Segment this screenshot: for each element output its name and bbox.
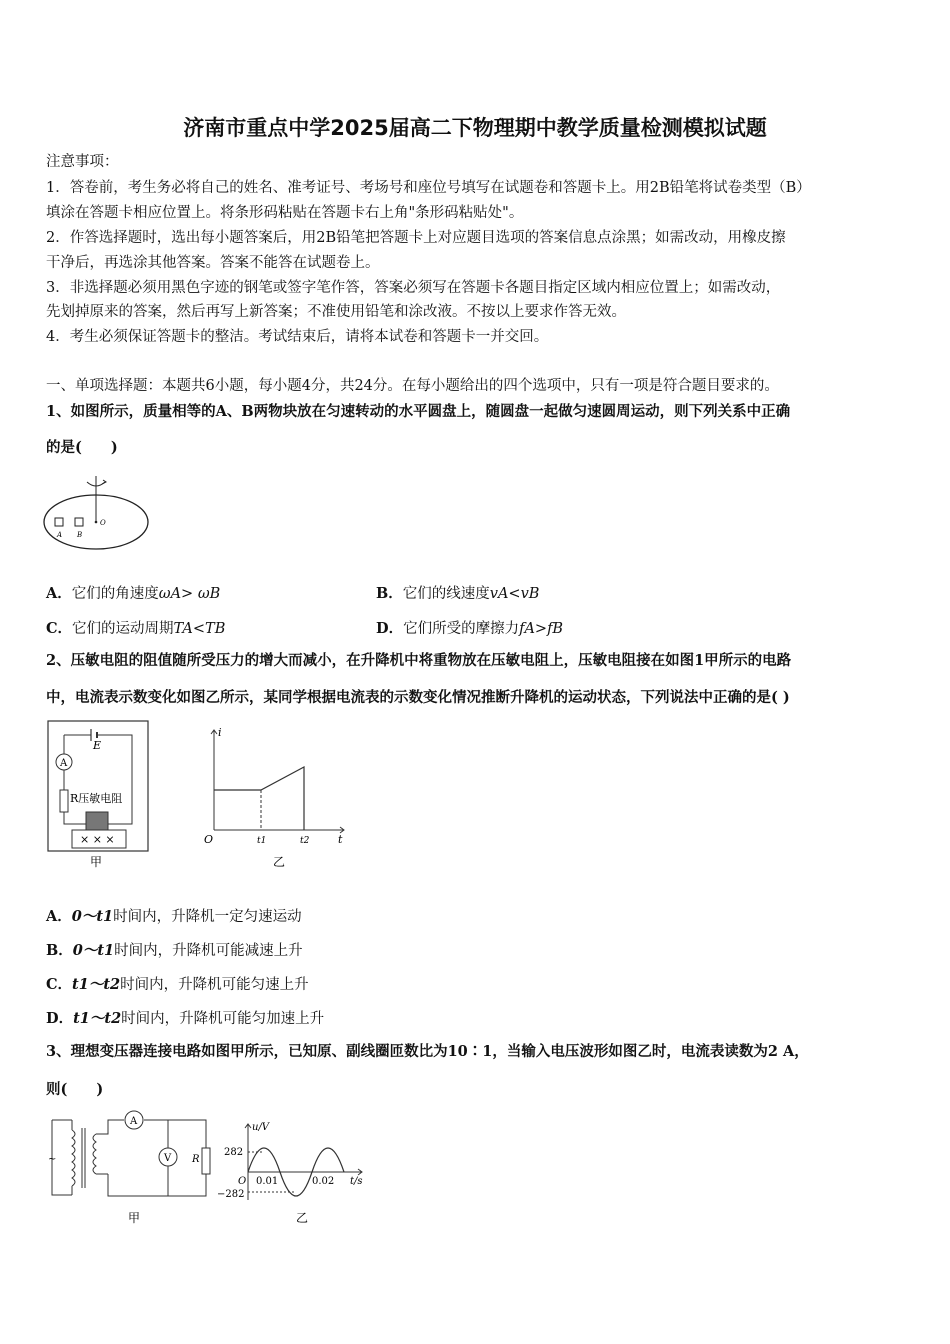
q1-option-a-expr: ωA> ωB (158, 586, 221, 602)
q3-voltmeter-label: V (164, 1153, 172, 1164)
q1-label-o: O (100, 519, 106, 527)
q2-axis-o: O (204, 833, 214, 846)
q1-option-b-expr: vA<vB (489, 586, 540, 602)
q3-axis-ts: t/s (350, 1176, 363, 1187)
notes-line-7: 4．考生必须保证答题卡的整洁。考试结束后，请将本试卷和答题卡一并交回。 (46, 329, 549, 345)
q2-option-a-text: 时间内，升降机一定匀速运动 (113, 909, 302, 925)
q3-axis-t002: 0.02 (312, 1176, 335, 1187)
q1-label-b: B (77, 531, 83, 539)
q1-option-d-text: 它们所受的摩擦力 (403, 621, 520, 637)
q2-current-graph (198, 722, 350, 872)
q2-option-d-range: t1～t2 (73, 1010, 122, 1027)
q2-option-d-text: 时间内，升降机可能匀加速上升 (121, 1011, 325, 1027)
q2-option-c-range: t1～t2 (72, 976, 121, 993)
q1-option-a[interactable] (46, 582, 220, 603)
q1-option-d-expr: fA>fB (519, 621, 564, 637)
q2-option-c-letter: C． (46, 976, 73, 993)
q2-stem-line-1: 2、压敏电阻的阻值随所受压力的增大而减小，在升降机中将重物放在压敏电阻上，压敏电阻接在如图1甲所示的电路 (46, 652, 792, 669)
q2-option-b[interactable] (46, 939, 303, 960)
q2-option-d[interactable] (46, 1007, 324, 1028)
q1-stem-line-2: 的是( ) (46, 439, 118, 456)
q1-option-d[interactable] (376, 617, 563, 638)
q2-resistor-label: R压敏电阻 (70, 792, 123, 805)
q2-emf-label: E (93, 739, 102, 752)
q3-voltage-graph (214, 1118, 374, 1230)
q2-option-c-text: 时间内，升降机可能匀速上升 (120, 977, 309, 993)
q1-option-c-expr: TA<TB (173, 621, 226, 637)
q1-option-d-letter: D． (376, 620, 404, 637)
q1-option-c[interactable] (46, 617, 225, 638)
q1-option-a-letter: A． (46, 585, 72, 602)
q3-ammeter-label: A (130, 1116, 138, 1127)
page-title: 济南市重点中学2025届高二下物理期中教学质量检测模拟试题 (183, 116, 767, 140)
q2-option-d-letter: D． (46, 1010, 74, 1027)
notes-line-1: 1．答卷前，考生务必将自己的姓名、准考证号、考场号和座位号填写在试题卷和答题卡上。用2B铅笔将试卷类型（B） (46, 180, 811, 196)
q3-axis-pos: 282 (224, 1147, 244, 1158)
q1-option-b[interactable] (376, 582, 539, 603)
q3-axis-neg: −282 (217, 1189, 245, 1200)
notes-heading: 注意事项： (46, 154, 119, 170)
q2-circuit-figure (44, 718, 154, 873)
q1-label-a: A (57, 531, 63, 539)
q1-option-b-text: 它们的线速度 (402, 586, 490, 602)
q2-axis-t1: t1 (257, 836, 267, 846)
q1-option-b-letter: B． (376, 585, 403, 602)
q2-axis-i: i (218, 726, 222, 739)
q3-fig-yi-caption: 乙 (296, 1211, 309, 1225)
q2-axis-t: t (338, 833, 343, 846)
q2-option-c[interactable] (46, 973, 309, 994)
q2-stem-line-2: 中，电流表示数变化如图乙所示，某同学根据电流表的示数变化情况推断升降机的运动状态，下列说法中正确的是( ) (46, 689, 790, 706)
q2-axis-t2: t2 (300, 836, 310, 846)
q3-transformer-figure (44, 1110, 224, 1230)
q3-stem-line-1: 3、理想变压器连接电路如图甲所示，已知原、副线圈匝数比为10∶1，当输入电压波形如图乙时，电流表读数为2 A， (46, 1043, 809, 1060)
q3-axis-o: O (238, 1176, 247, 1187)
q2-option-a-letter: A． (46, 908, 72, 925)
q2-fig-yi-caption: 乙 (273, 855, 286, 869)
q2-crosses: × × × (80, 833, 115, 846)
notes-line-3: 2．作答选择题时，选出每小题答案后，用2B铅笔把答题卡上对应题目选项的答案信息点涂黑；如需改动，用橡皮擦 (46, 230, 786, 246)
q1-option-c-letter: C． (46, 620, 73, 637)
q2-fig-jia-caption: 甲 (90, 855, 103, 869)
q2-option-a[interactable] (46, 905, 302, 926)
q2-option-b-text: 时间内，升降机可能减速上升 (114, 943, 303, 959)
q3-stem-line-2: 则( ) (46, 1081, 104, 1098)
q2-option-a-range: 0～t1 (71, 908, 114, 925)
q3-axis-t001: 0.01 (256, 1176, 279, 1187)
q1-disk-figure (40, 470, 160, 555)
q1-option-a-text: 它们的角速度 (71, 586, 159, 602)
q3-axis-u: u/V (252, 1122, 270, 1133)
q1-option-c-text: 它们的运动周期 (72, 621, 174, 637)
q3-ac-source-icon: ~ (48, 1154, 57, 1165)
q2-ammeter-label: A (60, 758, 68, 769)
notes-line-4: 干净后，再选涂其他答案。答案不能答在试题卷上。 (46, 255, 380, 271)
notes-line-5: 3．非选择题必须用黑色字迹的钢笔或签字笔作答，答案必须写在答题卡各题目指定区域内相应位置上；如需改动， (46, 280, 781, 296)
q3-resistor-label: R (192, 1154, 200, 1165)
notes-line-2: 填涂在答题卡相应位置上。将条形码粘贴在答题卡右上角"条形码粘贴处"。 (46, 205, 524, 221)
q3-fig-jia-caption: 甲 (128, 1211, 141, 1225)
q2-option-b-range: 0～t1 (72, 942, 115, 959)
q1-stem-line-1: 1、如图所示，质量相等的A、B两物块放在匀速转动的水平圆盘上，随圆盘一起做匀速圆周运动，则下列关系中正确 (46, 403, 791, 420)
notes-line-6: 先划掉原来的答案，然后再写上新答案；不准使用铅笔和涂改液。不按以上要求作答无效。 (46, 304, 626, 320)
section-heading: 一、单项选择题：本题共6小题，每小题4分，共24分。在每小题给出的四个选项中，只有一项是符合题目要求的。 (46, 378, 779, 394)
q2-option-b-letter: B． (46, 942, 73, 959)
